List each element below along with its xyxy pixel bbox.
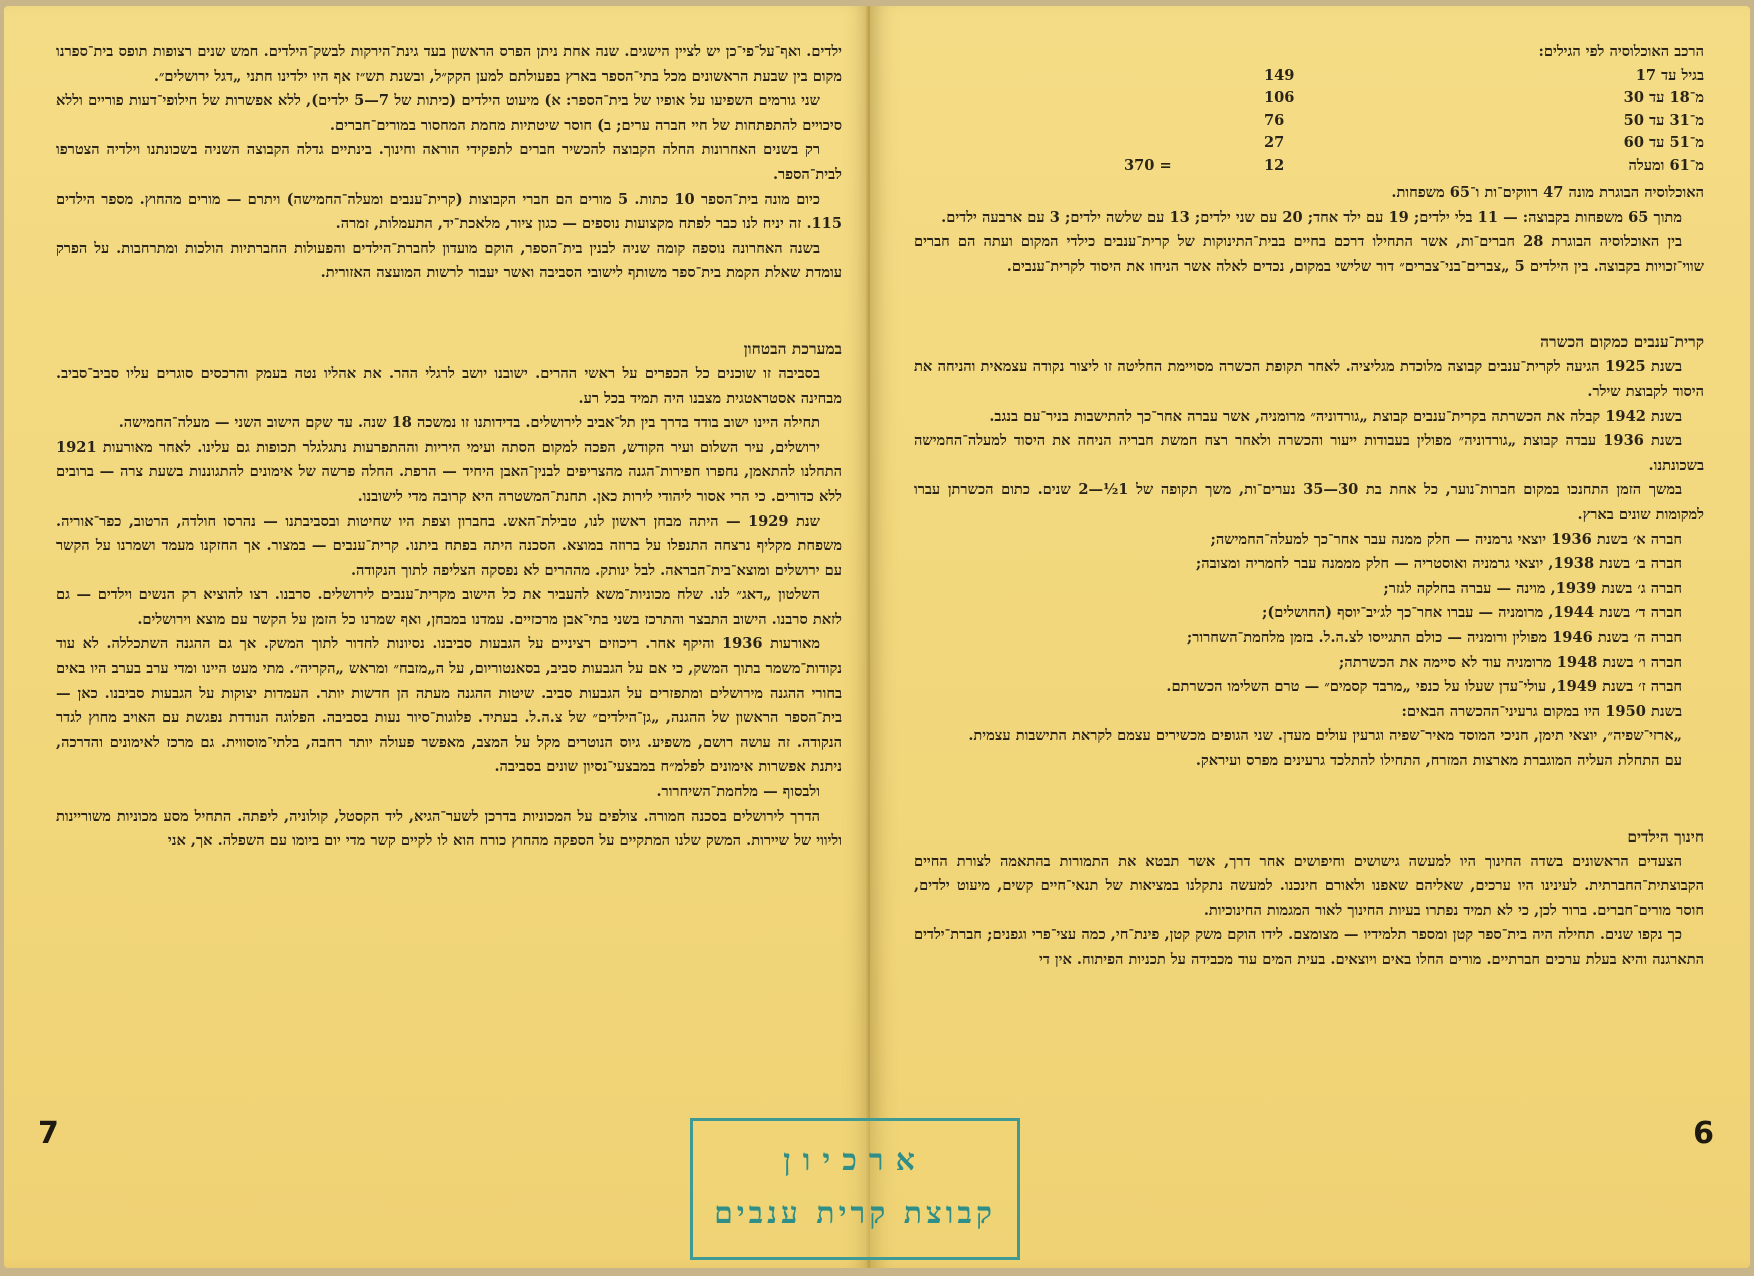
page-number: 6 xyxy=(1693,1116,1714,1151)
right-page xyxy=(870,6,1750,1268)
age-row xyxy=(914,87,1704,110)
paragraph: חברה ג׳ בשנת 1939, מוינה — עברה בחלקה לגזר; xyxy=(1383,579,1682,597)
paragraph: האוכלוסיה הבוגרת מונה 47 רווקים־ות ו־65 משפחות. xyxy=(1391,184,1704,202)
paragraph: הצעדים הראשונים בשדה החינוך היו למעשה גישושים וחיפושים אחר דרך, אשר תבטא את התמורות בהתאמה לצורת החיים הקבוצתית־החברתית. לעינינו היו ערכים, שאליהם שאפנו ולאורם חינכנו. למעשה נתקלנו במציאות של תנאי־חיים קשים, מיעוט ילדים, חוסר מורים־חברים. ברור לכן, כי לא תמיד נפתרו בעיות החינוך לאור המגמות החינוכיות. xyxy=(914,852,1704,919)
age-total xyxy=(1124,132,1264,155)
age-table xyxy=(914,65,1704,178)
paragraph: כך נקפו שנים. תחילה היה בית־ספר קטן ומספר תלמידיו — מצומצם. לידו הוקם משק קטן, פינת־חי, כמה עצי־פרי וגפנים; חברת־ילדים התארגנה והיא בעלת ערכים חברתיים. מורים החלו באים ויוצאים. בעית המים עוד מכבידה על תכניות הפיתוח. אין די xyxy=(914,926,1704,968)
age-count: 149 xyxy=(1264,66,1295,84)
paragraph: כיום מונה בית־הספר 10 כתות. 5 מורים הם חברי הקבוצות (קרית־ענבים ומעלה־החמישה) ויתרם — מורים מהחוץ. מספר הילדים 115. זה יניח לנו כבר לפתח מקצועות נוספים — כגון ציור, מלאכת־יד, התעמלות, זמרה. xyxy=(56,190,842,233)
age-count: 76 xyxy=(1264,111,1285,129)
paragraph: בשנת 1936 עבדה קבוצת „גורדוניה״ מפולין בעבודות ייעור והכשרה ולאחר רצח חמשת חבריה הניחה את היסוד למעלה־החמישה בשכונתנו. xyxy=(914,432,1704,474)
page-number: 7 xyxy=(38,1116,59,1151)
paragraph: במשך הזמן התחנכו במקום חברות־נוער, כל אחת בת 30—35 נערים־ות, משך תקופה של 1½—2 שנים. כתום הכשרתן עברו למקומות שונים בארץ. xyxy=(914,481,1704,524)
age-row xyxy=(914,65,1704,88)
paragraph: חברה ו׳ בשנת 1948 מרומניה עוד לא סיימה את הכשרתה; xyxy=(1338,653,1682,671)
paragraph: עם התחלת העליה המוגברת מארצות המזרח, התחילו להתלכד גרעינים מפרס ועיראק. xyxy=(1195,751,1682,769)
paragraph: בסביבה זו שוכנים כל הכפרים על ראשי ההרים. ישובנו יושב לרגלי ההר. את אהליו נטה בעמק והרכסים סוגרים עליו סביב־סביב. מבחינה אסטראטגית מצבנו היה תמיד בכל רע. xyxy=(56,364,842,407)
age-count: 27 xyxy=(1264,134,1285,152)
paragraph: ילדים. ואף־על־פי־כן יש לציין הישגים. שנה אחת ניתן הפרס הראשון בעד גינת־הירקות לבשק־הילדים. חמש שנים רצופות תופס בית־ספרנו מקום בין שבעת הראשונים מכל בתי־הספר בארץ בפעולתם למען הקק״ל, ובשנת תש״ז אף היו ילדינו חתני „דגל ירושלים״. xyxy=(56,43,842,85)
paragraph: חברה ז׳ בשנת 1949, עולי־עדן שעלו על כנפי „מרבד קסמים״ — טרם השלימו הכשרתם. xyxy=(1166,678,1682,696)
age-total xyxy=(1124,110,1264,133)
age-table-heading: הרכב האוכלוסיה לפי הגילים: xyxy=(1538,43,1704,60)
stamp-subtitle: קבוצת קרית ענבים xyxy=(714,1196,996,1231)
paragraph: בשנת 1942 קבלה את הכשרתה בקרית־ענבים קבוצת „גורדוניה״ מרומניה, אשר עברה אחר־כך להתישבות בניר־עם בנגב. xyxy=(989,407,1682,425)
paragraph: בשנת 1950 היו במקום גרעיני־ההכשרה הבאים: xyxy=(1401,702,1682,720)
age-total xyxy=(1124,87,1264,110)
paragraph: רק בשנים האחרונות החלה הקבוצה להכשיר חברים לתפקידי הוראה וחינוך. בינתיים גדלה הקבוצה השניה בשכונתנו וילדיה הצטרפו לבית־הספר. xyxy=(56,141,842,183)
stamp-title: ארכיון xyxy=(783,1143,927,1178)
age-total xyxy=(1124,65,1264,88)
age-range: מ־51 עד 60 xyxy=(1623,134,1704,152)
age-range: מ־31 עד 50 xyxy=(1623,111,1704,129)
age-range: מ־18 עד 30 xyxy=(1623,89,1704,107)
paragraph: תחילה היינו ישוב בודד בדרך בין תל־אביב לירושלים. בדידותנו זו נמשכה 18 שנה. עד שקם הישוב השני — מעלה־החמישה. xyxy=(118,414,820,432)
paragraph: הדרך לירושלים בסכנה חמורה. צולפים על המכוניות בדרכן לשער־הגיא, ליד הקסטל, קולוניה, ליפתה. התחיל מסע מכוניות משוריינות וליווי של שיירות. המשק שלנו המתקיים על הספקה מהחוץ כורח הוא לו לקיים קשר מדי יום ביומו עם השפלה. אך, אני xyxy=(56,807,842,850)
paragraph: בין האוכלוסיה הבוגרת 28 חברים־ות, אשר התחילו דרכם בחיים בבית־התינוקות של קרית־ענבים כילדי המקום ועתה הם חברים שווי־זכויות בקבוצה. בין הילדים 5 „צברים־בני־צברים״ דור שלישי במקום, נכדים לאלה אשר הניחו את היסוד לקרית־ענבים. xyxy=(914,233,1704,275)
section-heading-security: במערכת הבטחון xyxy=(743,338,842,358)
age-range: בגיל עד 17 xyxy=(1635,66,1704,84)
age-count: 106 xyxy=(1264,89,1295,107)
age-row xyxy=(914,110,1704,133)
paragraph: שני גורמים השפיעו על אופיו של בית־הספר: א) מיעוט הילדים (כיתות של 7—5 ילדים), ללא אפשרות של חילופי־דעות פוריים וללא סיכויים להתפתחות של חיי חברה ערים; ב) חוסר שיטתיות מחמת המחסור במורים־חברים. xyxy=(56,92,842,134)
paragraph: בשנת 1925 הגיעה לקרית־ענבים קבוצה מלוכדת מגליציה. לאחר תקופת הכשרה מסויימת החליטה זו ליצור נקודה עצמאית והניחה את היסוד לקבוצת שילר. xyxy=(914,358,1704,401)
archive-stamp xyxy=(690,1118,1020,1260)
paragraph: חברה ה׳ בשנת 1946 מפולין ורומניה — כולם התגייסו לצ.ה.ל. בזמן מלחמת־השחרור; xyxy=(1186,629,1682,646)
paragraph: מאורעות 1936 והיקף אחר. ריכוזים רציניים על הגבעות סביבנו. נסיונות לחדור לתוך המשק. אך גם ההגנה השתכללה. לא עוד נקודות־משמר בתוך המשק, כי אם על הגבעות סביב, בסאנטוריום, על ה„מזבח״ ומראש „הקריה״. מתי מעט היינו ומדי ערב בערב היו באים בחורי ההגנה מירושלים ומתפזרים על הגבעות סביב. שיטות ההגנה מעתה הן חדשות יותר. העמדות יצוקות על הגבעות סביבנו. כאן — בית־הספר הראשון של ההגנה, „גן־הילדים״ של צ.ה.ל. בעתיד. פלוגות־סיור נעות בסביבה. הפלוגה הנודדת נפגשת עם האויב מחוץ לגדר הנקודה. זה עושה רושם, משפיע. גיוס הנוטרים מקל על המצב, מאפשר פעולה יותר רחבה, בלתי־מוסווית. גם מרכז לאימונים והדרכה, ניתנת אפשרות אימונים לפלמ״ח במבצעי־נסיון שונים בסביבה. xyxy=(56,635,842,776)
paragraph: „ארזי־שפיה״, יוצאי תימן, חניכי המוסד מאיר־שפיה וגרעין עולים מעדן. שני הגופים מכשירים עצמם לקראת התישבות עצמית. xyxy=(968,727,1682,745)
paragraph: חברה ב׳ בשנת 1938, יוצאי גרמניה ואוסטריה — חלק מממנה עבר לחמריה ומצובה; xyxy=(1195,555,1682,573)
age-row xyxy=(914,132,1704,155)
paragraph: חברה א׳ בשנת 1936 יוצאי גרמניה — חלק ממנה עבר אחר־כך למעלה־החמישה; xyxy=(1210,530,1682,548)
age-total: 370 = xyxy=(1124,156,1172,174)
left-text-column xyxy=(56,40,842,854)
age-count: 12 xyxy=(1264,156,1285,174)
section-heading-training: קרית־ענבים כמקום הכשרה xyxy=(1540,332,1704,352)
age-row xyxy=(914,155,1704,178)
left-page xyxy=(4,6,870,1268)
right-text-column xyxy=(914,40,1704,973)
age-range: מ־61 ומעלה xyxy=(1628,156,1704,174)
paragraph: ולבסוף — מלחמת־השיחרור. xyxy=(656,783,820,801)
paragraph: מתוך 65 משפחות בקבוצה: — 11 בלי ילדים; 19 עם ילד אחד; 20 עם שני ילדים; 13 עם שלשה ילדים; 3 עם ארבעה ילדים. xyxy=(941,208,1682,226)
section-heading-education: חינוך הילדים xyxy=(1627,826,1704,846)
paragraph: חברה ד׳ בשנת 1944, מרומניה — עברו אחר־כך לג׳יב־יוסף (החושלים); xyxy=(1261,604,1682,622)
paragraph: ירושלים, עיר השלום ועיר הקודש, הפכה למקום הסתה ועימי היריות וההתפרעות נתגלגלר תכופות גם עלינו. לאחר מאורעות 1921 התחלנו להתאמן, נחפרו חפירות־הגנה מהצריפים לבנין־האבן היחיד — הרפת. החלה פרשה של אימונים להתגוננות בשעת צרה — ברובים ללא כדורים. כי הרי אסור ליהודי לירות כאן. תחנת־המשטרה היא קרובה מדי לישובנו. xyxy=(56,438,842,505)
paragraph: בשנה האחרונה נוספה קומה שניה לבנין בית־הספר, הוקם מועדון לחברת־הילדים והפעולות החברתיות הולכות ומתרחבות. על הפרק עומדת שאלת הקמת בית־ספר משותף לישובי הסביבה ואשר יעבור לרשות המועצה האזורית. xyxy=(56,239,842,282)
paragraph: השלטון „דאג״ לנו. שלח מכוניות־משא להעביר את כל הישוב מקרית־ענבים לירושלים. סרבנו. רצו להוציא רק הנשים וילדים — גם לזאת סרבנו. הישוב התבצר והתרכז בשני בתי־אבן מרכזיים. עמדנו במבחן, ואף שמרנו כל הזמן על הקשר עם מוצא וירושלים. xyxy=(56,586,842,628)
paragraph: שנת 1929 — היתה מבחן ראשון לנו, טבילת־האש. בחברון וצפת היו שחיטות ובסביבתנו — נהרסו חולדה, הרטוב, כפר־אוריה. משפחת מקליף נרצחה התנפלו על ברוזה במוצא. הסכנה היתה בפתח ביתנו. קרית־ענבים — במצור. אך החזקנו מעמד ושמרנו על הקשר עם ירושלים ומוצא־בית־הבראה. לבל ינותק. מההרים לא נפסקה הצליפה לתוך הנקודה. xyxy=(56,512,842,579)
